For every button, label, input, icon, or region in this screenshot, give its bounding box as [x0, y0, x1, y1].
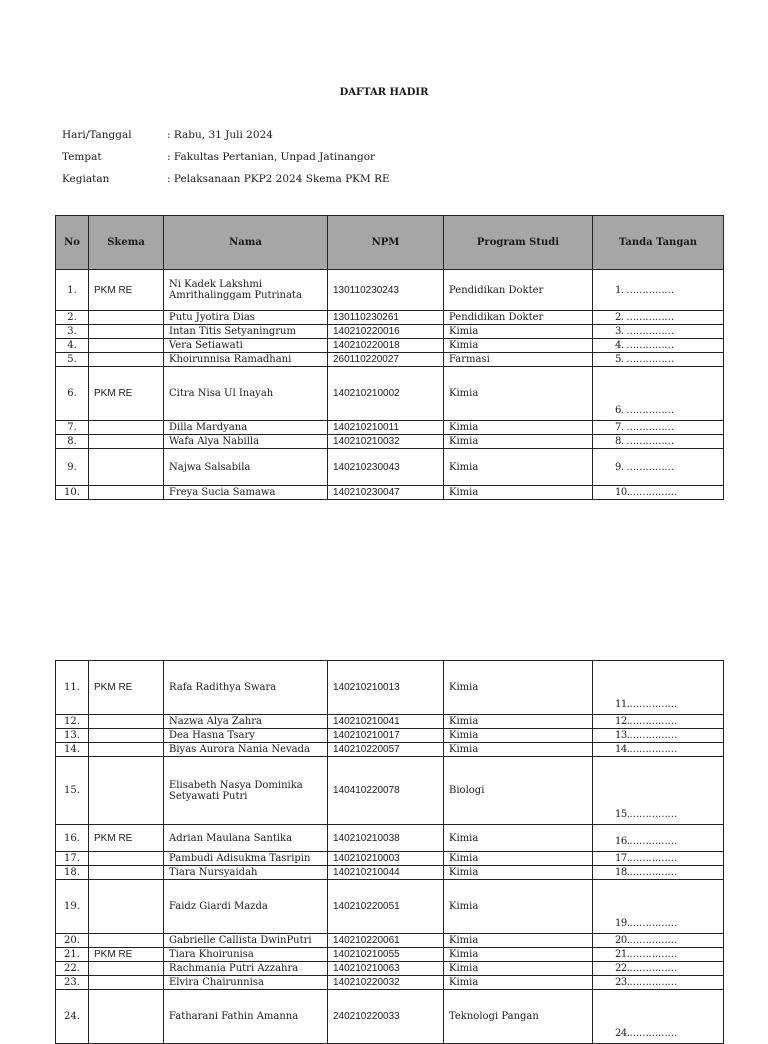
cell-tanda-tangan: 6. ……………: [593, 367, 724, 421]
info-value: : Fakultas Pertanian, Unpad Jatinangor: [167, 151, 376, 163]
cell-npm: 140210220051: [328, 880, 444, 934]
cell-nama: Tiara Khoirunisa: [164, 948, 328, 962]
info-value: : Rabu, 31 Juli 2024: [167, 129, 273, 141]
header-npm: NPM: [328, 216, 444, 270]
header-skema: Skema: [89, 216, 164, 270]
cell-skema: [89, 325, 164, 339]
cell-tanda-tangan: 2. ……………: [593, 311, 724, 325]
cell-program-studi: Farmasi: [444, 353, 593, 367]
table-row: [56, 729, 724, 743]
cell-no: 15.: [56, 757, 89, 825]
cell-tanda-tangan: 24.……………: [593, 990, 724, 1044]
cell-program-studi: Kimia: [444, 486, 593, 500]
cell-npm: 260110220027: [328, 353, 444, 367]
cell-skema: PKM RE: [89, 367, 164, 421]
cell-program-studi: Biologi: [444, 757, 593, 825]
table-row: [56, 339, 724, 353]
cell-program-studi: Kimia: [444, 934, 593, 948]
cell-tanda-tangan: 21.……………: [593, 948, 724, 962]
info-label: Hari/Tanggal: [62, 129, 132, 141]
cell-no: 14.: [56, 743, 89, 757]
cell-npm: 140210230043: [328, 449, 444, 486]
info-value: : Pelaksanaan PKP2 2024 Skema PKM RE: [167, 173, 390, 185]
cell-nama: Wafa Alya Nabilla: [164, 435, 328, 449]
cell-skema: [89, 729, 164, 743]
cell-skema: [89, 435, 164, 449]
cell-no: 19.: [56, 880, 89, 934]
cell-npm: 140410220078: [328, 757, 444, 825]
cell-skema: [89, 311, 164, 325]
cell-program-studi: Kimia: [444, 852, 593, 866]
cell-nama: Adrian Maulana Santika: [164, 825, 328, 852]
cell-npm: 140210210041: [328, 715, 444, 729]
cell-skema: PKM RE: [89, 270, 164, 311]
cell-nama: Gabrielle Callista DwinPutri: [164, 934, 328, 948]
table-row: [56, 852, 724, 866]
cell-no: 1.: [56, 270, 89, 311]
cell-nama: Pambudi Adisukma Tasripin: [164, 852, 328, 866]
document-title: DAFTAR HADIR: [339, 87, 429, 98]
cell-program-studi: Kimia: [444, 729, 593, 743]
cell-program-studi: Kimia: [444, 421, 593, 435]
cell-tanda-tangan: 12.……………: [593, 715, 724, 729]
cell-tanda-tangan: 11.……………: [593, 661, 724, 715]
cell-nama: Intan Titis Setyaningrum: [164, 325, 328, 339]
cell-nama: Citra Nisa Ul Inayah: [164, 367, 328, 421]
info-label: Kegiatan: [62, 173, 110, 185]
cell-skema: [89, 757, 164, 825]
table-row: [56, 367, 724, 421]
cell-skema: [89, 449, 164, 486]
cell-no: 23.: [56, 976, 89, 990]
cell-no: 2.: [56, 311, 89, 325]
cell-skema: [89, 976, 164, 990]
header-no: No: [56, 216, 89, 270]
info-row-activity: [62, 173, 390, 185]
table-row: [56, 934, 724, 948]
cell-skema: [89, 486, 164, 500]
cell-npm: 140210220057: [328, 743, 444, 757]
cell-no: 6.: [56, 367, 89, 421]
table-row: [56, 990, 724, 1044]
cell-tanda-tangan: 17.……………: [593, 852, 724, 866]
cell-npm: 140210210011: [328, 421, 444, 435]
cell-skema: [89, 962, 164, 976]
cell-npm: 140210210013: [328, 661, 444, 715]
cell-skema: [89, 743, 164, 757]
cell-program-studi: Teknologi Pangan: [444, 990, 593, 1044]
cell-program-studi: Kimia: [444, 948, 593, 962]
cell-nama: Ni Kadek Lakshmi Amrithalinggam Putrinata: [164, 270, 328, 311]
table-row: [56, 866, 724, 880]
cell-program-studi: Pendidikan Dokter: [444, 270, 593, 311]
cell-program-studi: Kimia: [444, 962, 593, 976]
cell-nama: Elvira Chairunnisa: [164, 976, 328, 990]
cell-tanda-tangan: 8. ……………: [593, 435, 724, 449]
cell-nama: Faidz Giardi Mazda: [164, 880, 328, 934]
cell-tanda-tangan: 3. ……………: [593, 325, 724, 339]
cell-nama: Vera Setiawati: [164, 339, 328, 353]
cell-no: 17.: [56, 852, 89, 866]
attendance-table-1: [55, 215, 724, 500]
cell-no: 9.: [56, 449, 89, 486]
table-row: [56, 353, 724, 367]
cell-tanda-tangan: 18.……………: [593, 866, 724, 880]
header-tanda-tangan: Tanda Tangan: [593, 216, 724, 270]
cell-npm: 140210210038: [328, 825, 444, 852]
cell-no: 5.: [56, 353, 89, 367]
attendance-table-2: [55, 660, 724, 1044]
cell-program-studi: Kimia: [444, 880, 593, 934]
cell-program-studi: Kimia: [444, 866, 593, 880]
cell-no: 8.: [56, 435, 89, 449]
cell-program-studi: Kimia: [444, 435, 593, 449]
cell-tanda-tangan: 7. ……………: [593, 421, 724, 435]
cell-program-studi: Pendidikan Dokter: [444, 311, 593, 325]
cell-skema: [89, 866, 164, 880]
cell-no: 21.: [56, 948, 89, 962]
cell-tanda-tangan: 19.……………: [593, 880, 724, 934]
cell-nama: Nazwa Alya Zahra: [164, 715, 328, 729]
cell-nama: Fatharani Fathin Amanna: [164, 990, 328, 1044]
info-row-date: [62, 129, 273, 141]
cell-tanda-tangan: 4. ……………: [593, 339, 724, 353]
cell-nama: Biyas Aurora Nania Nevada: [164, 743, 328, 757]
cell-no: 12.: [56, 715, 89, 729]
cell-npm: 130110230243: [328, 270, 444, 311]
cell-program-studi: Kimia: [444, 825, 593, 852]
cell-program-studi: Kimia: [444, 661, 593, 715]
cell-skema: [89, 990, 164, 1044]
cell-skema: [89, 934, 164, 948]
info-row-place: [62, 151, 375, 163]
cell-no: 16.: [56, 825, 89, 852]
table-row: [56, 449, 724, 486]
cell-npm: 140210220032: [328, 976, 444, 990]
cell-skema: PKM RE: [89, 661, 164, 715]
cell-program-studi: Kimia: [444, 449, 593, 486]
cell-no: 22.: [56, 962, 89, 976]
cell-tanda-tangan: 22.……………: [593, 962, 724, 976]
cell-npm: 140210210002: [328, 367, 444, 421]
cell-tanda-tangan: 10.……………: [593, 486, 724, 500]
cell-no: 20.: [56, 934, 89, 948]
table-row: [56, 661, 724, 715]
cell-nama: Putu Jyotira Dias: [164, 311, 328, 325]
cell-nama: Rafa Radithya Swara: [164, 661, 328, 715]
cell-nama: Dea Hasna Tsary: [164, 729, 328, 743]
cell-program-studi: Kimia: [444, 367, 593, 421]
cell-tanda-tangan: 15.……………: [593, 757, 724, 825]
cell-tanda-tangan: 16.……………: [593, 825, 724, 852]
table-row: [56, 976, 724, 990]
cell-skema: [89, 715, 164, 729]
table-row: [56, 435, 724, 449]
cell-nama: Najwa Salsabila: [164, 449, 328, 486]
cell-program-studi: Kimia: [444, 976, 593, 990]
table-header-row: [56, 216, 724, 270]
cell-no: 3.: [56, 325, 89, 339]
cell-no: 13.: [56, 729, 89, 743]
cell-no: 7.: [56, 421, 89, 435]
cell-npm: 140210230047: [328, 486, 444, 500]
cell-skema: [89, 880, 164, 934]
table-row: [56, 421, 724, 435]
cell-npm: 140210210032: [328, 435, 444, 449]
cell-nama: Freya Sucia Samawa: [164, 486, 328, 500]
cell-skema: PKM RE: [89, 825, 164, 852]
cell-no: 18.: [56, 866, 89, 880]
table-row: [56, 325, 724, 339]
cell-program-studi: Kimia: [444, 743, 593, 757]
cell-skema: [89, 339, 164, 353]
cell-skema: [89, 353, 164, 367]
table-row: [56, 880, 724, 934]
cell-npm: 140210220061: [328, 934, 444, 948]
cell-npm: 140210210044: [328, 866, 444, 880]
header-program-studi: Program Studi: [444, 216, 593, 270]
cell-tanda-tangan: 14.……………: [593, 743, 724, 757]
cell-npm: 140210210003: [328, 852, 444, 866]
cell-skema: [89, 852, 164, 866]
cell-no: 10.: [56, 486, 89, 500]
cell-npm: 140210210055: [328, 948, 444, 962]
table-row: [56, 270, 724, 311]
cell-npm: 140210210017: [328, 729, 444, 743]
cell-nama: Rachmania Putri Azzahra: [164, 962, 328, 976]
cell-tanda-tangan: 13.……………: [593, 729, 724, 743]
cell-nama: Tiara Nursyaidah: [164, 866, 328, 880]
cell-skema: [89, 421, 164, 435]
cell-npm: 130110230261: [328, 311, 444, 325]
cell-tanda-tangan: 5. ……………: [593, 353, 724, 367]
cell-no: 24.: [56, 990, 89, 1044]
cell-npm: 140210220018: [328, 339, 444, 353]
table-row: [56, 757, 724, 825]
table-row: [56, 825, 724, 852]
cell-tanda-tangan: 23.……………: [593, 976, 724, 990]
cell-npm: 140210210063: [328, 962, 444, 976]
header-nama: Nama: [164, 216, 328, 270]
cell-no: 11.: [56, 661, 89, 715]
table-row: [56, 486, 724, 500]
table-row: [56, 948, 724, 962]
cell-tanda-tangan: 20.……………: [593, 934, 724, 948]
cell-tanda-tangan: 9. ……………: [593, 449, 724, 486]
cell-nama: Dilla Mardyana: [164, 421, 328, 435]
cell-no: 4.: [56, 339, 89, 353]
table-row: [56, 743, 724, 757]
info-label: Tempat: [62, 151, 102, 163]
cell-npm: 240210220033: [328, 990, 444, 1044]
table-row: [56, 311, 724, 325]
cell-skema: PKM RE: [89, 948, 164, 962]
cell-tanda-tangan: 1. ……………: [593, 270, 724, 311]
table-row: [56, 962, 724, 976]
cell-nama: Elisabeth Nasya Dominika Setyawati Putri: [164, 757, 328, 825]
cell-npm: 140210220016: [328, 325, 444, 339]
cell-nama: Khoirunnisa Ramadhani: [164, 353, 328, 367]
cell-program-studi: Kimia: [444, 715, 593, 729]
cell-program-studi: Kimia: [444, 339, 593, 353]
table-row: [56, 715, 724, 729]
cell-program-studi: Kimia: [444, 325, 593, 339]
